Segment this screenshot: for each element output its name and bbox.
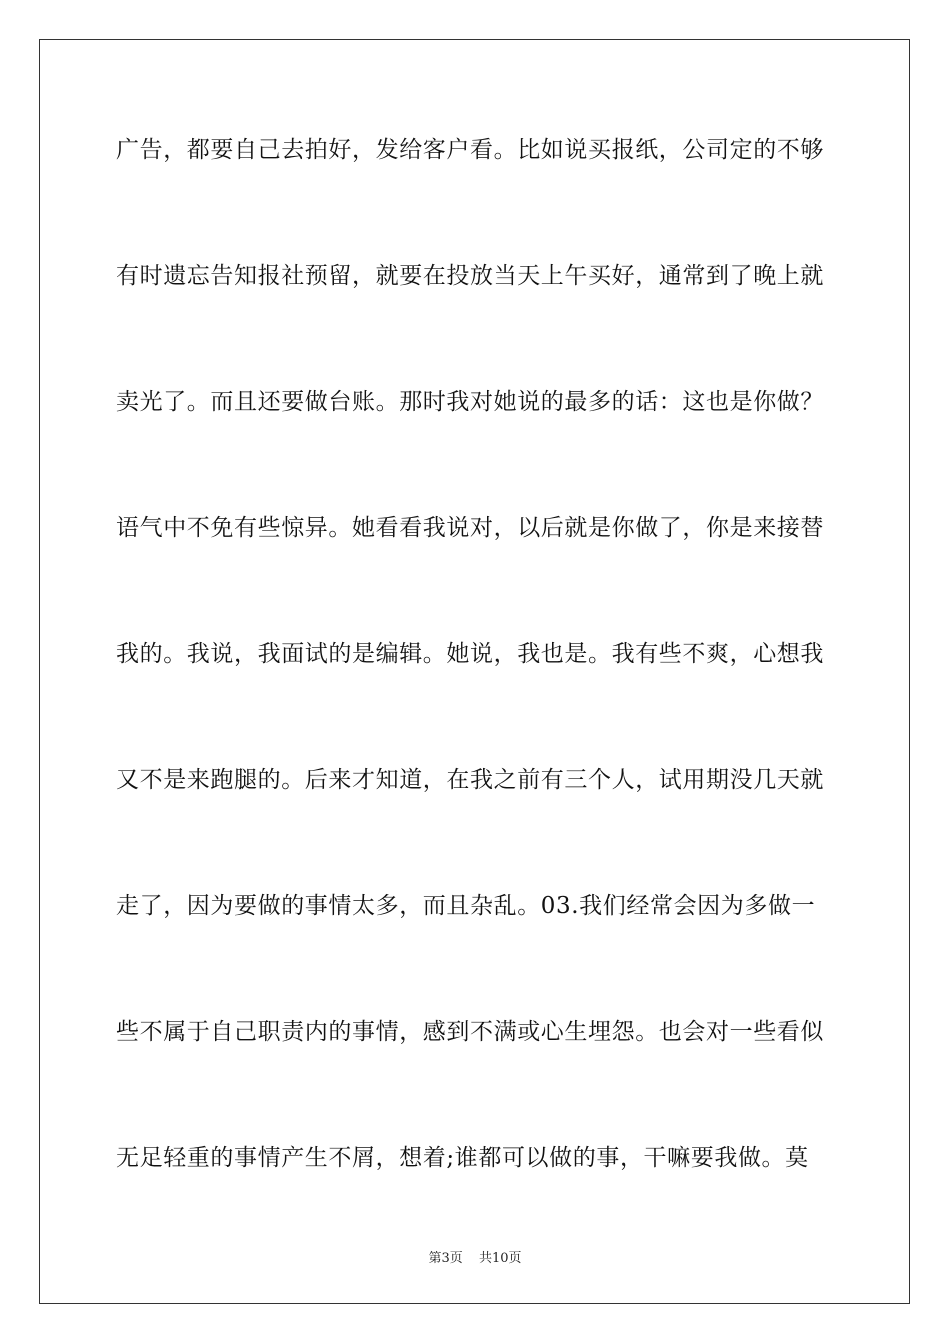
page-footer xyxy=(0,1247,950,1266)
page-number: 第3页 xyxy=(428,1251,463,1266)
body-line: 语气中不免有些惊异。她看看我说对，以后就是你做了，你是来接替 xyxy=(116,515,824,541)
total-pages: 共10页 xyxy=(478,1251,522,1266)
body-line: 有时遗忘告知报社预留，就要在投放当天上午买好，通常到了晚上就 xyxy=(116,263,824,289)
body-line: 无足轻重的事情产生不屑，想着;谁都可以做的事，干嘛要我做。莫 xyxy=(116,1145,809,1171)
body-line: 广告，都要自己去拍好，发给客户看。比如说买报纸，公司定的不够 xyxy=(116,137,824,163)
document-body xyxy=(116,130,836,1264)
body-line: 些不属于自己职责内的事情，感到不满或心生埋怨。也会对一些看似 xyxy=(116,1019,824,1045)
body-line: 走了，因为要做的事情太多，而且杂乱。03.我们经常会因为多做一 xyxy=(116,893,816,919)
body-line: 又不是来跑腿的。后来才知道，在我之前有三个人，试用期没几天就 xyxy=(116,767,824,793)
body-line: 我的。我说，我面试的是编辑。她说，我也是。我有些不爽，心想我 xyxy=(116,641,824,667)
body-line: 卖光了。而且还要做台账。那时我对她说的最多的话：这也是你做？ xyxy=(116,389,824,415)
